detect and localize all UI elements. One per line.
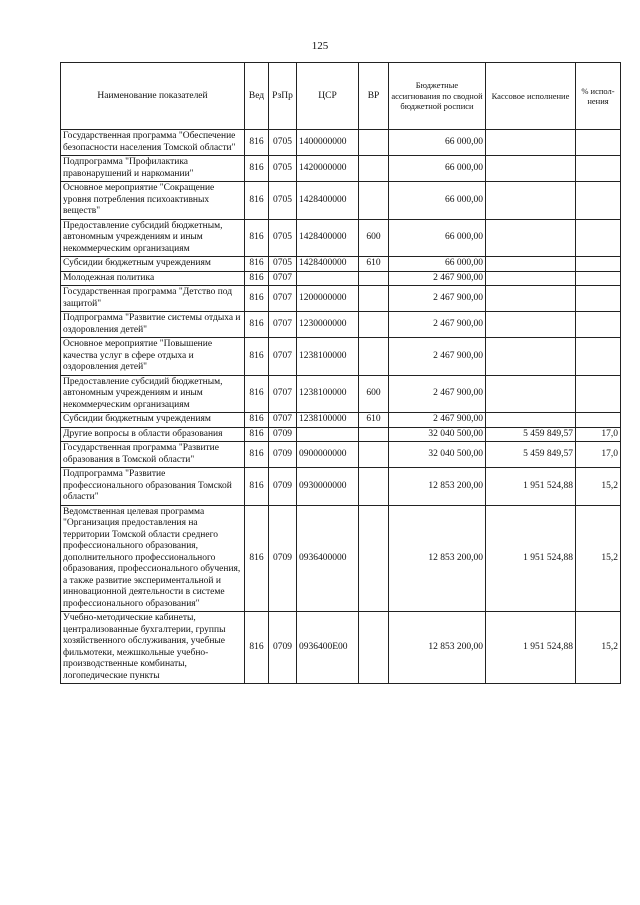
cell-vr — [359, 130, 389, 156]
cell-csr: 1230000000 — [297, 312, 359, 338]
cell-budget: 66 000,00 — [389, 156, 486, 182]
cell-cash — [486, 286, 576, 312]
cell-csr: 1420000000 — [297, 156, 359, 182]
cell-cash: 5 459 849,57 — [486, 442, 576, 468]
cell-pct — [576, 375, 621, 413]
cell-budget: 12 853 200,00 — [389, 468, 486, 506]
cell-csr: 0936400Е00 — [297, 612, 359, 684]
cell-vr — [359, 505, 389, 612]
cell-vr — [359, 156, 389, 182]
cell-csr: 0900000000 — [297, 442, 359, 468]
cell-pct — [576, 413, 621, 428]
cell-vr — [359, 182, 389, 220]
cell-rzpr: 0709 — [269, 505, 297, 612]
cell-budget: 2 467 900,00 — [389, 413, 486, 428]
table-row — [61, 442, 621, 468]
cell-name: Подпрограмма "Развитие профессионального образования Томской области" — [61, 468, 245, 506]
cell-budget: 2 467 900,00 — [389, 271, 486, 286]
cell-name: Предоставление субсидий бюджетным, автономным учреждениям и иным некоммерческим организациям — [61, 219, 245, 257]
header-name: Наименование показателей — [61, 63, 245, 130]
cell-cash — [486, 312, 576, 338]
table-row — [61, 271, 621, 286]
cell-rzpr: 0707 — [269, 375, 297, 413]
cell-cash — [486, 257, 576, 272]
cell-rzpr: 0709 — [269, 468, 297, 506]
cell-name: Ведомственная целевая программа "Организация предоставления на территории Томской области среднего профессионального образования, дополнительного профессионального образования, профессионального обучения, а также развитие экспериментальной и инновационной деятельности в системе профессионального образования" — [61, 505, 245, 612]
header-vr: ВР — [359, 63, 389, 130]
cell-vr — [359, 427, 389, 442]
cell-rzpr: 0709 — [269, 612, 297, 684]
cell-ved: 816 — [245, 413, 269, 428]
table-row — [61, 612, 621, 684]
cell-budget: 2 467 900,00 — [389, 312, 486, 338]
cell-cash: 1 951 524,88 — [486, 468, 576, 506]
cell-vr — [359, 312, 389, 338]
table-row — [61, 182, 621, 220]
cell-cash — [486, 338, 576, 376]
cell-ved: 816 — [245, 156, 269, 182]
cell-csr: 0930000000 — [297, 468, 359, 506]
cell-pct: 15,2 — [576, 505, 621, 612]
cell-name: Учебно-методические кабинеты, централизованные бухгалтерии, группы хозяйственного обслуживания, учебные фильмотеки, межшкольные учебно-производственные комбинаты, логопедические пункты — [61, 612, 245, 684]
cell-vr — [359, 338, 389, 376]
cell-budget: 32 040 500,00 — [389, 427, 486, 442]
cell-ved: 816 — [245, 286, 269, 312]
cell-cash: 5 459 849,57 — [486, 427, 576, 442]
cell-rzpr: 0709 — [269, 442, 297, 468]
cell-pct — [576, 312, 621, 338]
table-row — [61, 156, 621, 182]
page-number: 125 — [311, 40, 329, 52]
cell-cash — [486, 413, 576, 428]
cell-pct — [576, 257, 621, 272]
table-body — [61, 130, 621, 684]
table-row — [61, 312, 621, 338]
cell-rzpr: 0709 — [269, 427, 297, 442]
cell-budget: 66 000,00 — [389, 182, 486, 220]
cell-vr — [359, 442, 389, 468]
cell-ved: 816 — [245, 130, 269, 156]
table-row — [61, 219, 621, 257]
cell-rzpr: 0705 — [269, 257, 297, 272]
cell-budget: 2 467 900,00 — [389, 375, 486, 413]
cell-vr — [359, 286, 389, 312]
header-cash: Кассовое исполнение — [486, 63, 576, 130]
cell-name: Подпрограмма "Развитие системы отдыха и оздоровления детей" — [61, 312, 245, 338]
cell-cash: 1 951 524,88 — [486, 612, 576, 684]
cell-pct — [576, 286, 621, 312]
cell-cash — [486, 130, 576, 156]
table-row — [61, 130, 621, 156]
cell-name: Субсидии бюджетным учреждениям — [61, 257, 245, 272]
header-ved: Вед — [245, 63, 269, 130]
header-csr: ЦСР — [297, 63, 359, 130]
cell-ved: 816 — [245, 427, 269, 442]
cell-rzpr: 0707 — [269, 271, 297, 286]
cell-budget: 66 000,00 — [389, 257, 486, 272]
cell-name: Основное мероприятие "Сокращение уровня потребления психоактивных веществ" — [61, 182, 245, 220]
cell-name: Предоставление субсидий бюджетным, автономным учреждениям и иным некоммерческим организациям — [61, 375, 245, 413]
table-row — [61, 413, 621, 428]
cell-name: Субсидии бюджетным учреждениям — [61, 413, 245, 428]
cell-pct — [576, 338, 621, 376]
cell-cash — [486, 375, 576, 413]
cell-csr: 1428400000 — [297, 219, 359, 257]
cell-name: Подпрограмма "Профилактика правонарушений и наркомании" — [61, 156, 245, 182]
cell-budget: 66 000,00 — [389, 130, 486, 156]
cell-csr — [297, 427, 359, 442]
table-row — [61, 286, 621, 312]
cell-pct: 17,0 — [576, 442, 621, 468]
cell-pct — [576, 182, 621, 220]
cell-rzpr: 0707 — [269, 312, 297, 338]
table-row — [61, 505, 621, 612]
cell-pct — [576, 271, 621, 286]
cell-budget: 32 040 500,00 — [389, 442, 486, 468]
cell-budget: 12 853 200,00 — [389, 612, 486, 684]
table-row — [61, 468, 621, 506]
cell-ved: 816 — [245, 312, 269, 338]
cell-ved: 816 — [245, 271, 269, 286]
cell-vr: 600 — [359, 219, 389, 257]
cell-name: Государственная программа "Развитие образования в Томской области" — [61, 442, 245, 468]
header-pct: % испол-нения — [576, 63, 621, 130]
header-budget: Бюджетные ассигнования по сводной бюджетной росписи — [389, 63, 486, 130]
table-header — [61, 63, 621, 130]
cell-ved: 816 — [245, 375, 269, 413]
cell-vr — [359, 468, 389, 506]
cell-vr: 610 — [359, 257, 389, 272]
cell-cash — [486, 219, 576, 257]
cell-pct: 15,2 — [576, 612, 621, 684]
cell-rzpr: 0707 — [269, 413, 297, 428]
cell-ved: 816 — [245, 442, 269, 468]
cell-vr — [359, 271, 389, 286]
cell-name: Основное мероприятие "Повышение качества услуг в сфере отдыха и оздоровления детей" — [61, 338, 245, 376]
cell-rzpr: 0705 — [269, 182, 297, 220]
cell-rzpr: 0705 — [269, 156, 297, 182]
cell-csr: 1238100000 — [297, 375, 359, 413]
cell-cash — [486, 271, 576, 286]
cell-budget: 12 853 200,00 — [389, 505, 486, 612]
cell-ved: 816 — [245, 468, 269, 506]
cell-csr: 1238100000 — [297, 338, 359, 376]
cell-cash — [486, 156, 576, 182]
cell-name: Государственная программа "Обеспечение безопасности населения Томской области" — [61, 130, 245, 156]
cell-ved: 816 — [245, 257, 269, 272]
cell-csr: 1400000000 — [297, 130, 359, 156]
table-row — [61, 427, 621, 442]
cell-csr — [297, 271, 359, 286]
cell-vr — [359, 612, 389, 684]
cell-pct: 17,0 — [576, 427, 621, 442]
cell-budget: 66 000,00 — [389, 219, 486, 257]
cell-budget: 2 467 900,00 — [389, 286, 486, 312]
cell-rzpr: 0707 — [269, 286, 297, 312]
cell-rzpr: 0707 — [269, 338, 297, 376]
cell-csr: 0936400000 — [297, 505, 359, 612]
budget-table — [60, 62, 621, 684]
cell-name: Молодежная политика — [61, 271, 245, 286]
cell-csr: 1428400000 — [297, 257, 359, 272]
cell-ved: 816 — [245, 182, 269, 220]
cell-name: Другие вопросы в области образования — [61, 427, 245, 442]
cell-ved: 816 — [245, 219, 269, 257]
cell-pct — [576, 156, 621, 182]
cell-csr: 1200000000 — [297, 286, 359, 312]
cell-ved: 816 — [245, 612, 269, 684]
cell-cash — [486, 182, 576, 220]
cell-ved: 816 — [245, 505, 269, 612]
cell-name: Государственная программа "Детство под защитой" — [61, 286, 245, 312]
cell-ved: 816 — [245, 338, 269, 376]
cell-vr: 600 — [359, 375, 389, 413]
table-row — [61, 257, 621, 272]
header-rzpr: РзПр — [269, 63, 297, 130]
cell-rzpr: 0705 — [269, 130, 297, 156]
table-row — [61, 375, 621, 413]
cell-rzpr: 0705 — [269, 219, 297, 257]
cell-csr: 1428400000 — [297, 182, 359, 220]
table-row — [61, 338, 621, 376]
cell-vr: 610 — [359, 413, 389, 428]
cell-pct — [576, 130, 621, 156]
cell-cash: 1 951 524,88 — [486, 505, 576, 612]
cell-csr: 1238100000 — [297, 413, 359, 428]
cell-budget: 2 467 900,00 — [389, 338, 486, 376]
cell-pct — [576, 219, 621, 257]
cell-pct: 15,2 — [576, 468, 621, 506]
